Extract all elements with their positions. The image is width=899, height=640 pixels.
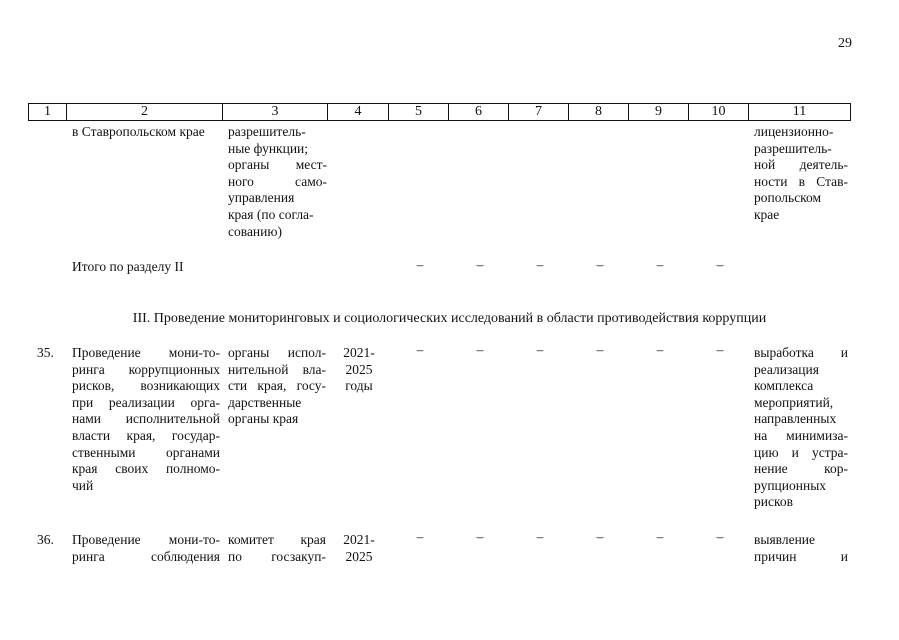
- text-line: сованию): [228, 223, 282, 239]
- text-line: рупционных: [754, 477, 827, 493]
- row-36-description: [72, 532, 220, 565]
- continued-row-col3: [228, 124, 327, 240]
- row-36-value-col6: –: [476, 529, 484, 544]
- text-line: сти края, госу-: [228, 378, 326, 394]
- total-value-col6: –: [476, 257, 484, 272]
- text-line: власти края, государ-: [72, 427, 220, 443]
- header-col-9: 9: [629, 104, 689, 120]
- text-line: органы края: [228, 411, 299, 427]
- text-line: на минимиза-: [754, 427, 848, 443]
- text-line: ственными органами: [72, 444, 220, 460]
- header-col-5: 5: [389, 104, 449, 120]
- text-line: рисков: [754, 494, 793, 510]
- row-36-value-col10: –: [716, 529, 724, 544]
- row-35-value-col9: –: [656, 342, 664, 357]
- text-line: чий: [72, 477, 94, 493]
- row-36-value-col5: –: [416, 529, 424, 544]
- page-number: 29: [838, 36, 852, 51]
- header-col-6: 6: [449, 104, 509, 120]
- text-line: разрешитель-: [228, 124, 306, 139]
- row-35-value-col10: –: [716, 342, 724, 357]
- total-row-label: Итого по разделу II: [72, 259, 184, 274]
- text-line: причин и: [754, 548, 848, 564]
- row-35-value-col6: –: [476, 342, 484, 357]
- total-value-col9: –: [656, 257, 664, 272]
- continued-row-col11: [754, 124, 848, 224]
- text-line: ного само-: [228, 173, 327, 189]
- text-line: управления: [228, 190, 295, 206]
- total-value-col10: –: [716, 257, 724, 272]
- header-col-10: 10: [689, 104, 749, 120]
- row-36-responsible: [228, 532, 326, 565]
- header-col-11: 11: [792, 104, 807, 119]
- text-line: ринга коррупционных: [72, 361, 220, 377]
- total-value-col8: –: [596, 257, 604, 272]
- text-line: разрешитель-: [754, 140, 832, 156]
- header-col-3: 3: [223, 104, 328, 120]
- header-col-1: 1: [29, 104, 67, 120]
- text-line: выработка и: [754, 345, 848, 360]
- text-line: ринга соблюдения: [72, 548, 220, 564]
- row-35-value-col8: –: [596, 342, 604, 357]
- continued-row-col2: в Ставропольском крае: [72, 124, 205, 139]
- row-35-period: [334, 345, 384, 395]
- row-36-value-col7: –: [536, 529, 544, 544]
- text-line: направленных: [754, 411, 837, 427]
- row-35-value-col5: –: [416, 342, 424, 357]
- text-line: крае: [754, 206, 780, 222]
- text-line: Проведение мони-то-: [72, 345, 220, 360]
- text-line: комитет края: [228, 532, 326, 547]
- row-35-result: [754, 345, 848, 511]
- text-line: нительной вла-: [228, 361, 326, 377]
- text-line: лицензионно-: [754, 124, 834, 139]
- header-col-7: 7: [509, 104, 569, 120]
- total-value-col5: –: [416, 257, 424, 272]
- text-line: края (по согла-: [228, 206, 314, 222]
- text-line: рисков, возникающих: [72, 378, 220, 394]
- header-col-2: 2: [67, 104, 223, 120]
- total-value-col7: –: [536, 257, 544, 272]
- header-col-8: 8: [569, 104, 629, 120]
- table-header: [28, 103, 851, 121]
- row-36-value-col9: –: [656, 529, 664, 544]
- text-line: реализация: [754, 361, 819, 377]
- text-line: комплекса: [754, 378, 814, 394]
- text-line: годы: [345, 378, 373, 394]
- text-line: края своих полномо-: [72, 461, 220, 477]
- text-line: дарственные: [228, 394, 302, 410]
- row-number: 35.: [37, 345, 54, 360]
- text-line: мероприятий,: [754, 394, 834, 410]
- text-line: Проведение мони-то-: [72, 532, 220, 547]
- text-line: ропольском: [754, 190, 822, 206]
- text-line: нами исполнительной: [72, 411, 220, 427]
- row-number: 36.: [37, 532, 54, 547]
- text-line: ности в Став-: [754, 173, 848, 189]
- row-36-result: [754, 532, 848, 565]
- text-line: 2025: [345, 361, 373, 377]
- text-line: 2021-: [343, 345, 375, 360]
- row-35-value-col7: –: [536, 342, 544, 357]
- text-line: органы испол-: [228, 345, 326, 360]
- text-line: 2021-: [343, 532, 375, 547]
- text-line: выявление: [754, 532, 816, 547]
- section-title: III. Проведение мониторинговых и социологических исследований в области противодействия коррупции: [132, 311, 767, 326]
- header-col-4: 4: [328, 104, 389, 120]
- row-35-responsible: [228, 345, 326, 428]
- text-line: цию и устра-: [754, 444, 848, 460]
- row-36-value-col8: –: [596, 529, 604, 544]
- row-35-description: [72, 345, 220, 494]
- text-line: ные функции;: [228, 140, 309, 156]
- text-line: по госзакуп-: [228, 548, 326, 564]
- row-36-period: [334, 532, 384, 565]
- text-line: 2025: [345, 548, 373, 564]
- text-line: ной деятель-: [754, 157, 848, 173]
- text-line: при реализации орга-: [72, 394, 220, 410]
- text-line: органы мест-: [228, 157, 327, 173]
- text-line: нение кор-: [754, 461, 848, 477]
